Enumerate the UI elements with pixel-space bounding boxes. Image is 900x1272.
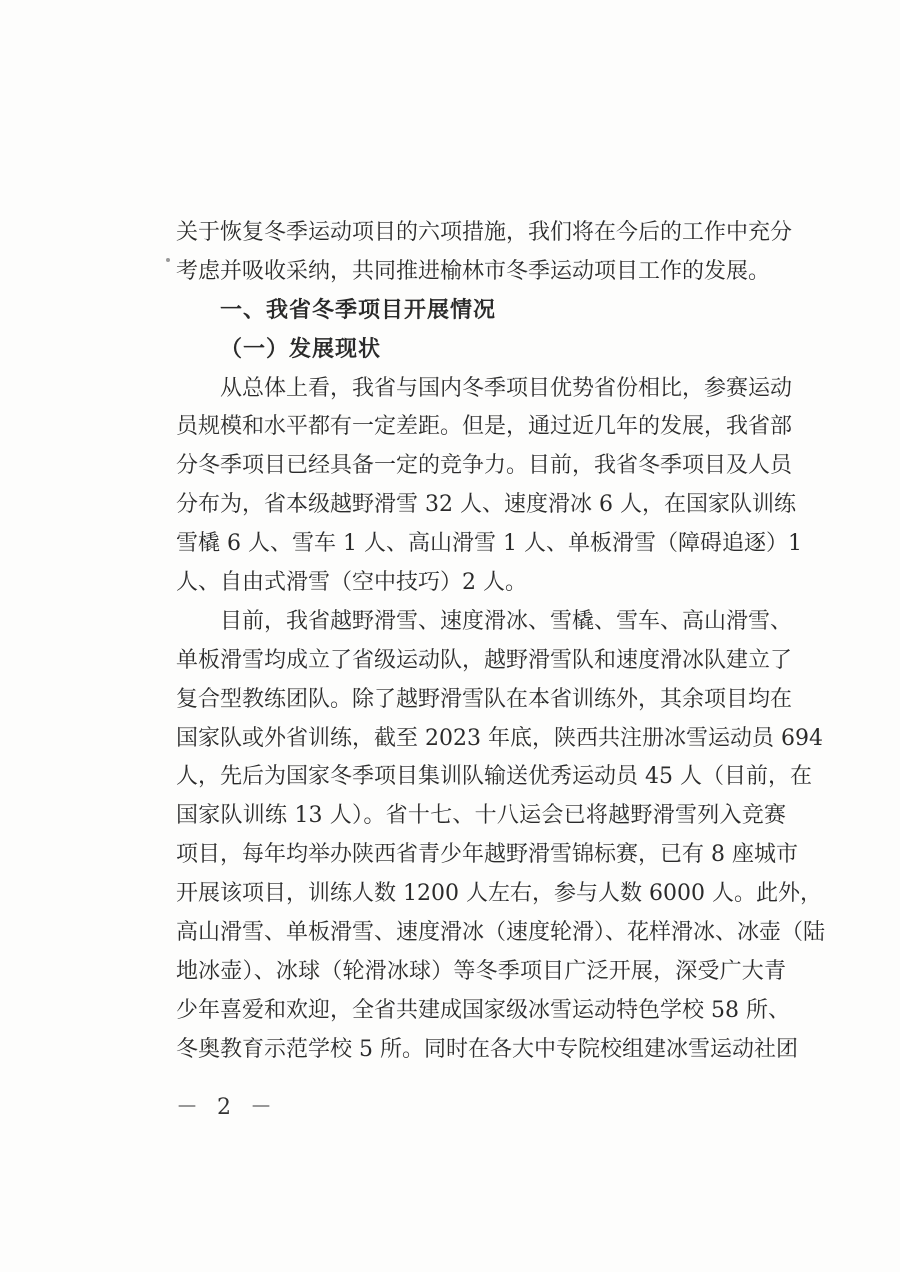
body-line: 项目，每年均举办陕西省青少年越野滑雪锦标赛，已有 8 座城市 [176, 842, 798, 868]
body-line: 国家队训练 13 人）。省十七、十八运会已将越野滑雪列入竞赛 [176, 803, 786, 829]
body-line: 人、自由式滑雪（空中技巧）2 人。 [176, 570, 527, 596]
body-line: 雪橇 6 人、雪车 1 人、高山滑雪 1 人、单板滑雪（障碍追逐）1 [176, 531, 802, 557]
body-line: 开展该项目，训练人数 1200 人左右，参与人数 6000 人。此外， [176, 881, 822, 907]
scan-speck [166, 258, 170, 262]
body-line: 分布为，省本级越野滑雪 32 人、速度滑冰 6 人，在国家队训练 [176, 492, 796, 518]
body-line: 员规模和水平都有一定差距。但是，通过近几年的发展，我省部 [176, 414, 793, 440]
document-body [176, 214, 826, 1070]
body-line: 国家队或外省训练，截至 2023 年底，陕西共注册冰雪运动员 694 [176, 725, 823, 751]
body-line: 目前，我省越野滑雪、速度滑冰、雪橇、雪车、高山滑雪、 [220, 608, 793, 634]
body-line: 人，先后为国家冬季项目集训队输送优秀运动员 45 人（目前，在 [176, 764, 812, 790]
body-line: 少年喜爱和欢迎，全省共建成国家级冰雪运动特色学校 58 所、 [176, 997, 790, 1023]
page-number: － 2 － [176, 1095, 278, 1120]
body-line: 复合型教练团队。除了越野滑雪队在本省训练外，其余项目均在 [176, 686, 793, 712]
section-heading: 一、我省冬季项目开展情况 [220, 297, 497, 323]
body-line: 冬奥教育示范学校 5 所。同时在各大中专院校组建冰雪运动社团 [176, 1036, 798, 1062]
body-line: 分冬季项目已经具备一定的竞争力。目前，我省冬季项目及人员 [176, 453, 793, 479]
body-line: 关于恢复冬季运动项目的六项措施，我们将在今后的工作中充分 [176, 220, 793, 245]
body-line: 单板滑雪均成立了省级运动队，越野滑雪队和速度滑冰队建立了 [176, 647, 793, 673]
body-line: 考虑并吸收采纳，共同推进榆林市冬季运动项目工作的发展。 [176, 258, 771, 284]
body-line: 高山滑雪、单板滑雪、速度滑冰（速度轮滑）、花样滑冰、冰壶（陆 [176, 920, 826, 946]
subsection-heading: （一）发展现状 [220, 336, 382, 362]
body-line: 从总体上看，我省与国内冬季项目优势省份相比，参赛运动 [220, 375, 793, 401]
body-line: 地冰壶）、冰球（轮滑冰球）等冬季项目广泛开展，深受广大青 [176, 958, 786, 984]
